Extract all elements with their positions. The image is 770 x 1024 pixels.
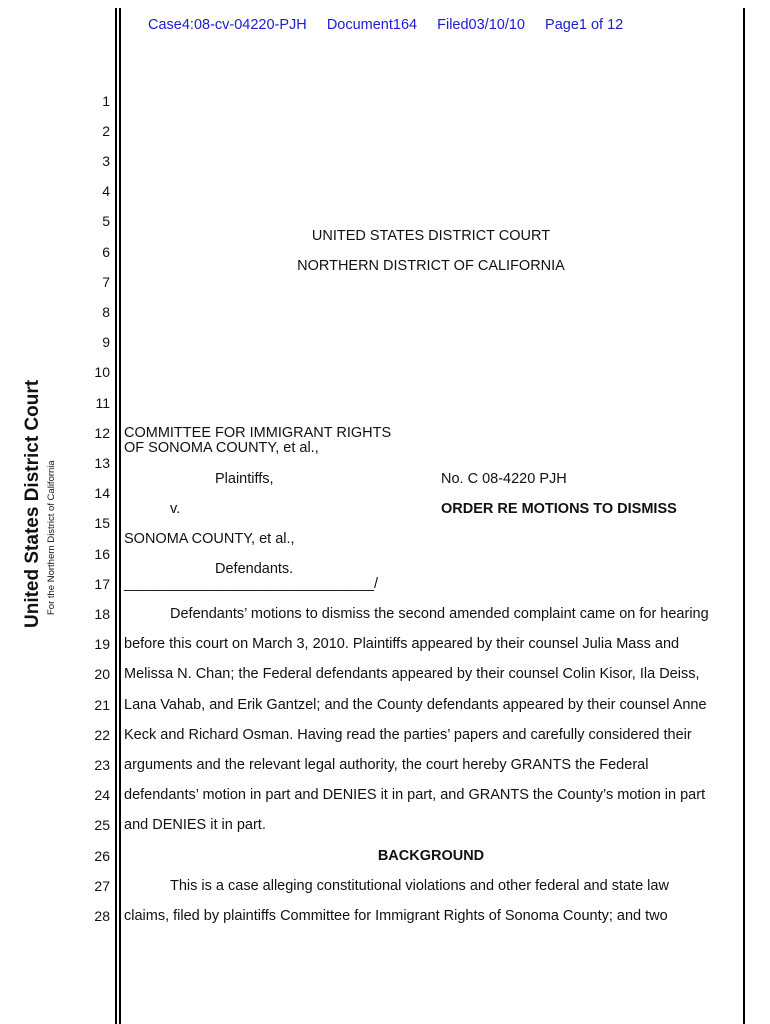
order-title: ORDER RE MOTIONS TO DISMISS — [441, 501, 677, 517]
line-number: 1 — [102, 93, 110, 109]
body-line: Defendants’ motions to dismiss the second amended complaint came on for hearing — [170, 606, 709, 622]
line-number: 3 — [102, 153, 110, 169]
line-number: 20 — [94, 666, 110, 682]
line-number: 4 — [102, 183, 110, 199]
court-sidebar — [22, 368, 82, 628]
line-number: 16 — [94, 546, 110, 562]
body-line: and DENIES it in part. — [124, 817, 266, 833]
plaintiff-name-line1: COMMITTEE FOR IMMIGRANT RIGHTS — [124, 425, 392, 441]
body-line: Lana Vahab, and Erik Gantzel; and the County defendants appeared by their counsel Anne — [124, 697, 707, 713]
line-number: 5 — [102, 213, 110, 229]
line-number: 22 — [94, 727, 110, 743]
defendant-name: SONOMA COUNTY, et al., — [124, 531, 295, 547]
body-line: Melissa N. Chan; the Federal defendants appeared by their counsel Colin Kisor, Ila Deiss, — [124, 666, 700, 682]
background-heading: BACKGROUND — [377, 848, 485, 864]
line-number: 6 — [102, 244, 110, 260]
line-number: 28 — [94, 908, 110, 924]
plaintiffs-label: Plaintiffs, — [215, 471, 274, 487]
line-number: 26 — [94, 848, 110, 864]
line-number: 8 — [102, 304, 110, 320]
page-indicator: Page1 of 12 — [545, 17, 624, 33]
line-number: 19 — [94, 636, 110, 652]
filed-date: Filed03/10/10 — [437, 17, 525, 33]
case-number-caption: No. C 08-4220 PJH — [441, 471, 567, 487]
background-line: This is a case alleging constitutional violations and other federal and state law — [170, 878, 669, 894]
defendants-label: Defendants. — [215, 561, 294, 577]
line-number: 12 — [94, 425, 110, 441]
body-line: defendants’ motion in part and DENIES it in part, and GRANTS the County’s motion in part — [124, 787, 706, 803]
case-header — [148, 17, 639, 33]
line-number: 9 — [102, 334, 110, 350]
line-number: 11 — [95, 395, 110, 411]
line-number: 7 — [102, 274, 110, 290]
line-number: 2 — [102, 123, 110, 139]
versus-label: v. — [170, 501, 181, 517]
line-number: 14 — [94, 485, 110, 501]
line-number: 15 — [94, 515, 110, 531]
line-number: 25 — [94, 817, 110, 833]
line-number: 10 — [94, 364, 110, 380]
document-number: Document164 — [326, 17, 418, 33]
caption-separator: _______________________________/ — [124, 576, 379, 592]
plaintiff-name-line2: OF SONOMA COUNTY, et al., — [124, 440, 319, 456]
line-number: 17 — [94, 576, 110, 592]
line-number: 23 — [94, 757, 110, 773]
line-number: 18 — [94, 606, 110, 622]
court-district: NORTHERN DISTRICT OF CALIFORNIA — [297, 258, 565, 274]
line-number: 24 — [94, 787, 110, 803]
left-margin-rule-outer — [115, 8, 117, 1024]
line-number: 27 — [94, 878, 110, 894]
case-number: Case4:08-cv-04220-PJH — [148, 17, 307, 33]
body-line: arguments and the relevant legal authority, the court hereby GRANTS the Federal — [124, 757, 649, 773]
background-line: claims, filed by plaintiffs Committee for Immigrant Rights of Sonoma County; and two — [124, 908, 668, 924]
line-number: 21 — [94, 697, 110, 713]
left-margin-rule-inner — [119, 8, 121, 1024]
line-number: 13 — [94, 455, 110, 471]
sidebar-court-name: United States District Court — [22, 379, 43, 628]
body-line: before this court on March 3, 2010. Plaintiffs appeared by their counsel Julia Mass and — [124, 636, 680, 652]
sidebar-district-name: For the Northern District of California — [46, 460, 57, 615]
right-margin-rule — [743, 8, 745, 1024]
court-name: UNITED STATES DISTRICT COURT — [311, 228, 551, 244]
body-line: Keck and Richard Osman. Having read the parties’ papers and carefully considered their — [124, 727, 692, 743]
